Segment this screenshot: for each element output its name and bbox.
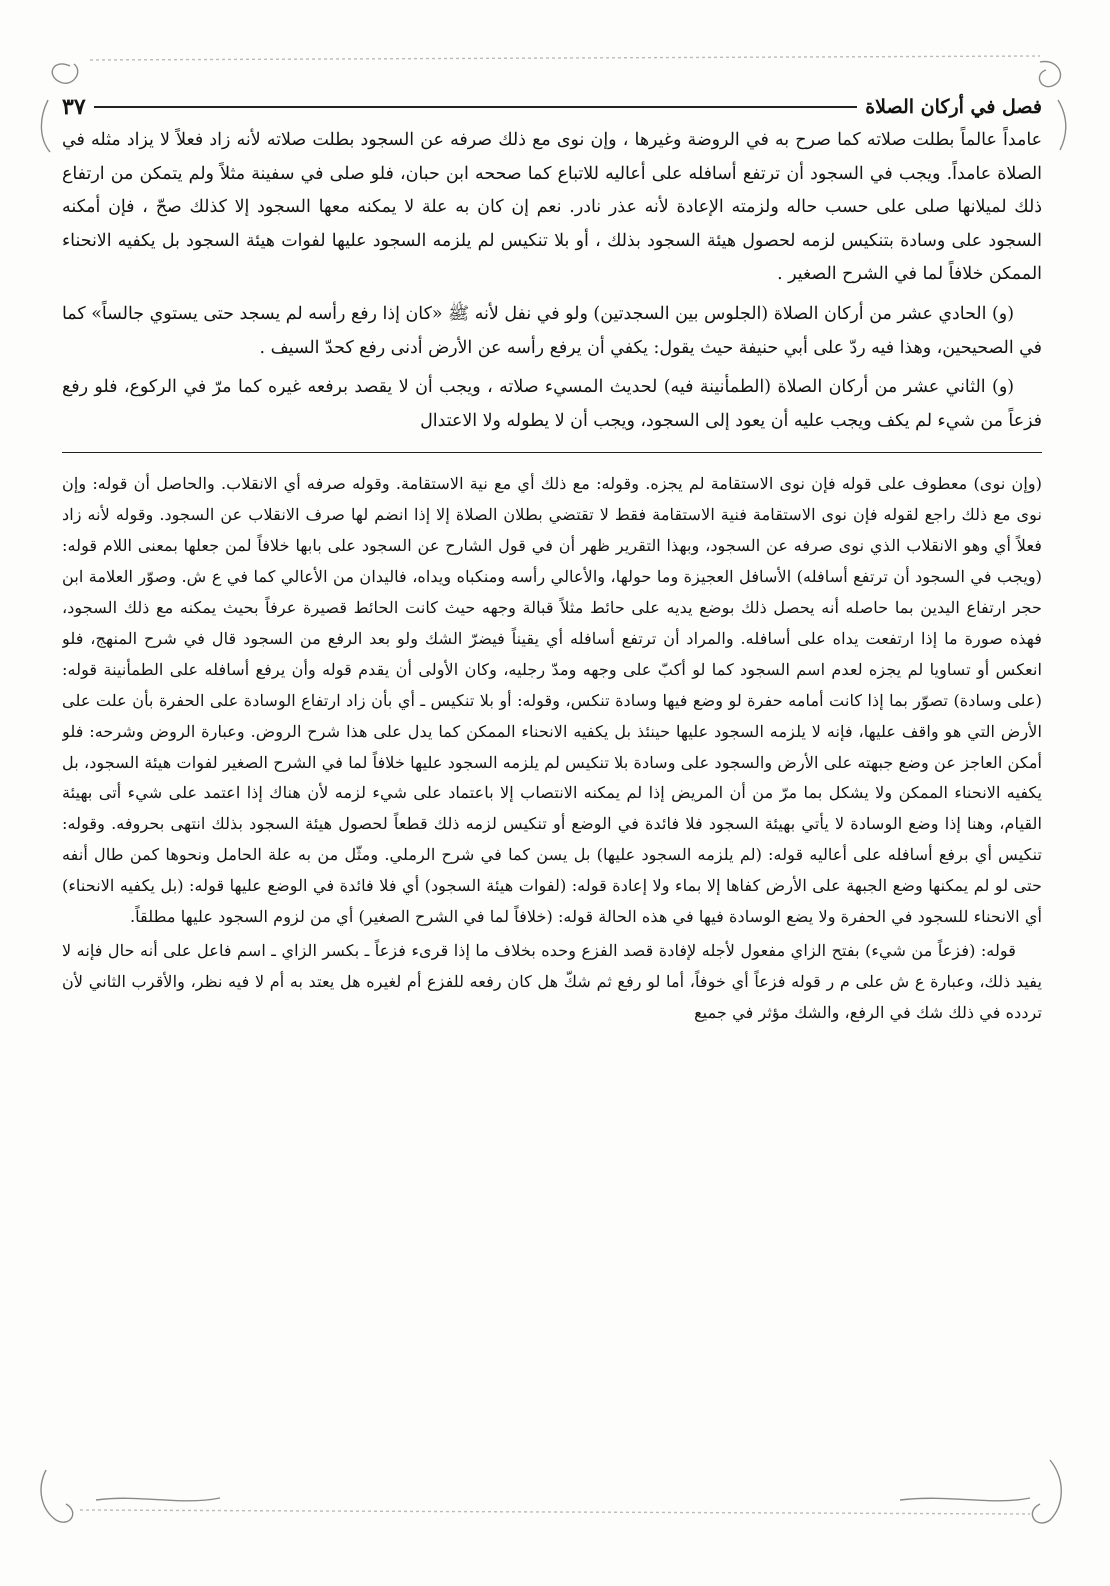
page-number: ٣٧ — [62, 94, 86, 120]
commentary-paragraph-1: (وإن نوى) معطوف على قوله فإن نوى الاستقامة لم يجزه. وقوله: مع ذلك أي مع نية الاستقامة. وقوله صرفه أي الانقلاب. والحاصل أن قوله: وإن نوى مع ذلك راجع لقوله فإن نوى الاستقامة فنية الاستقامة فقط لا تقتضي بطلان الصلاة إلا إذا انضم لها صرف الانقلاب عن السجود. وقوله لأنه زاد فعلاً أي وهو الانقلاب الذي نوى صرفه عن السجود، وبهذا التقرير ظهر أن في قول الشارح عن السجود على بابها خلافاً لمن جعلها بمعنى اللام قوله: (ويجب في السجود أن ترتفع أسافله) الأسافل العجيزة وما حولها، والأعالي رأسه ومنكباه ويداه، فاليدان من الأعالي كما في ع ش. وصوّر العلامة ابن حجر ارتفاع اليدين بما حاصله أنه يحصل ذلك بوضع يديه على حائط مثلاً قبالة وجهه حيث كانت الحائط قصيرة عرفاً بحيث يمكنه مع ذلك السجود، فهذه صورة ما إذا ارتفعت يداه على أسافله. والمراد أن ترتفع أسافله أي يقيناً فيضرّ الشك ولو بعد الرفع من السجود قال في شرح المنهج، فلو انعكس أو تساويا لم يجزه لعدم اسم السجود كما لو أكبّ على وجهه ومدّ رجليه، وكان الأولى أن يقدم قوله وأن يرفع أسافله على الطمأنينة قوله: (على وسادة) تصوّر بما إذا كانت أمامه حفرة لو وضع فيها وسادة تنكس، وقوله: أو بلا تنكيس ـ أي بأن زاد ارتفاع الوسادة على الحفرة بأن علت على الأرض التي هو واقف عليها، فإنه لا يلزمه السجود عليها حينئذ بل يكفيه الانحناء الممكن كما يدل على هذا شرح الروض. وعبارة الروض وشرحه: فلو أمكن العاجز عن وضع جبهته على الأرض والسجود على وسادة بلا تنكيس لم يلزمه السجود عليها خلافاً لما في الشرح الصغير لفوات هيئة السجود، بل يكفيه الانحناء الممكن ولا يشكل بما مرّ من أن المريض إذا لم يمكنه الانتصاب إلا باعتماد على شيء لزمه لأن هناك إذا اعتمد على شيء أتى بهيئة القيام، وهنا إذا وضع الوسادة لا يأتي بهيئة السجود فلا فائدة في الوضع أو تنكيس لزمه ذلك قطعاً لحصول هيئة السجود بذلك انتهى بحروفه. وقوله: تنكيس أي برفع أسافله على أعاليه قوله: (لم يلزمه السجود عليها) بل يسن كما في شرح الرملي. ومثّل من به علة الحامل ونحوها كمن طال أنفه حتى لو لم يمكنها وضع الجبهة على الأرض كفاها إلا بماء ولا إعادة قوله: (لفوات هيئة السجود) أي فلا فائدة في الوضع عليها قوله: (بل يكفيه الانحناء) أي الانحناء للسجود في الحفرة ولا يضع الوسادة فيها في هذه الحالة قوله: (خلافاً لما في الشرح الصغير) أي من لزوم السجود عليها مطلقاً. — [62, 474, 1042, 927]
footnote-divider — [62, 452, 1042, 453]
main-text — [62, 124, 1042, 438]
main-paragraph-3: (و) الثاني عشر من أركان الصلاة (الطمأنينة فيه) لحديث المسيء صلاته ، ويجب أن لا يقصد برفعه غيره كما مرّ في الركوع، فلو رفع فزعاً من شيء لم يكف ويجب عليه أن يعود إلى السجود، ويجب أن لا يطوله ولا الاعتدال — [62, 377, 1042, 431]
document-page — [62, 86, 1042, 1516]
commentary-text — [62, 469, 1042, 1028]
chapter-title: فصل في أركان الصلاة — [865, 96, 1042, 118]
commentary-paragraph-2: قوله: (فزعاً من شيء) بفتح الزاي مفعول لأجله لإفادة قصد الفزع وحده بخلاف ما إذا قرىء فزعاً ـ بكسر الزاي ـ اسم فاعل على أنه حال فإنه لا يفيد ذلك، وعبارة ع ش على م ر قوله فزعاً أي خوفاً، أما لو رفع ثم شكّ هل كان رفعه للفزع أم لغيره هل يعتد به أم لا فيه نظر، والأقرب الثاني لأن تردده في ذلك شك في الرفع، والشك مؤثر في جميع — [62, 940, 1042, 1022]
main-paragraph-2: (و) الحادي عشر من أركان الصلاة (الجلوس بين السجدتين) ولو في نفل لأنه ﷺ «كان إذا رفع رأسه لم يسجد حتى يستوي جالساً» كما في الصحيحين، وهذا فيه ردّ على أبي حنيفة حيث يقول: يكفي أن يرفع رأسه عن الأرض أدنى رفع كحدّ السيف . — [62, 303, 1042, 358]
main-paragraph-1: عامداً عالماً بطلت صلاته كما صرح به في الروضة وغيرها ، وإن نوى مع ذلك صرفه عن السجود بطلت صلاته لأنه زاد فعلاً لا يزاد مثله في الصلاة عامداً. ويجب في السجود أن ترتفع أسافله على أعاليه للاتباع كما صححه ابن حبان، فلو صلى في سفينة مثلاً ولم يتمكن من ارتفاع ذلك لميلانها صلى على حسب حاله ولزمته الإعادة لأنه عذر نادر. نعم إن كان به علة لا يمكنه معها السجود إلا كذلك صحّ ، فإن أمكنه السجود على وسادة بتنكيس لزمه لحصول هيئة السجود بذلك ، أو بلا تنكيس لم يلزمه السجود عليها لفوات هيئة السجود بل يكفيه الانحناء الممكن خلافاً لما في الشرح الصغير . — [62, 130, 1042, 285]
header-rule — [94, 106, 858, 108]
running-header — [62, 90, 1042, 124]
